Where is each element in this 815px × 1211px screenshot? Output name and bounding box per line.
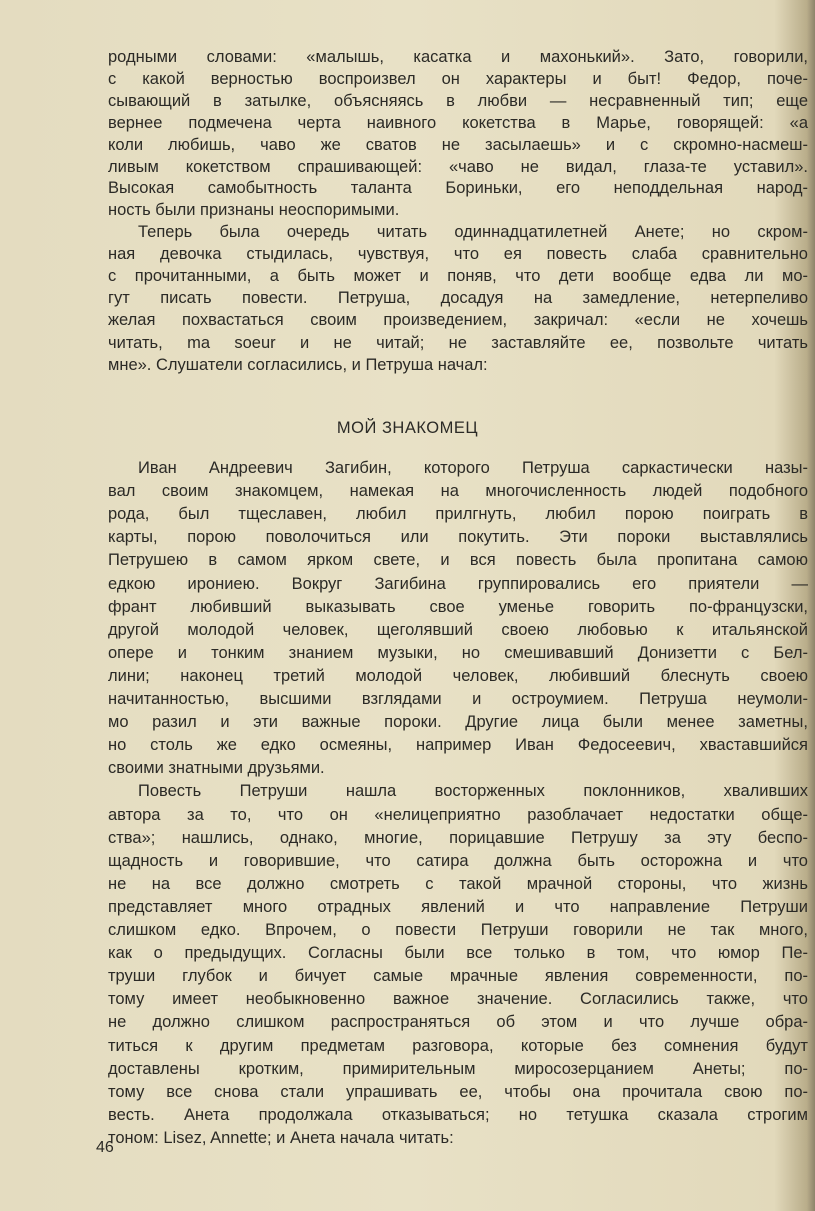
- text-line: Высокая самобытность таланта Бориньки, его неподдельная народ-: [108, 179, 808, 198]
- text-line: начитанностью, высшими взглядами и остроумием. Петруша неумоли-: [108, 690, 808, 708]
- text-line: ность были признаны неоспоримыми.: [108, 201, 400, 220]
- text-line: тоном: Lisez, Annette; и Анета начала читать:: [108, 1128, 454, 1147]
- text-line: читать, ma soeur и не читай; не заставляйте ее, позвольте читать: [108, 333, 808, 352]
- text-line: Иван Андреевич Загибин, которого Петруша саркастически назы-: [138, 459, 808, 477]
- text-line: представляет много отрадных явлений и что направление Петруши: [108, 897, 808, 916]
- text-line: Петрушею в самом ярком свете, и вся повесть была пропитана самою: [108, 551, 808, 570]
- text-line: весть. Анета продолжала отказываться; но тетушка сказала строгим: [108, 1105, 808, 1124]
- text-line: автора за то, что он «нелицеприятно разоблачает недостатки обще-: [108, 805, 808, 824]
- text-line: доставлены кротким, примирительным миросозерцанием Анеты; по-: [108, 1059, 808, 1078]
- text-line: своими знатными друзьями.: [108, 759, 325, 778]
- text-line: опере и тонким знанием музыки, но смешивавший Донизетти с Бел-: [108, 643, 808, 662]
- text-line: вал своим знакомцем, намекая на многочисленность людей подобного: [108, 482, 808, 501]
- page-number: 46: [96, 1139, 114, 1156]
- text-line: желая похвастаться своим произведением, закричал: «если не хочешь: [108, 311, 808, 330]
- text-line: но столь же едко осмеяны, например Иван Федосеевич, хваставшийся: [108, 736, 808, 755]
- text-line: франт любивший выказывать свое уменье говорить по-французски,: [108, 597, 808, 616]
- text-line: лини; наконец третий молодой человек, любивший блеснуть своею: [108, 666, 808, 685]
- text-line: слишком едко. Впрочем, о повести Петруши говорили не так много,: [108, 921, 808, 939]
- text-line: тому имеет необыкновенно важное значение. Согласились также, что: [108, 990, 808, 1009]
- text-line: мне». Слушатели согласились, и Петруша начал:: [108, 355, 488, 374]
- text-line: как о предыдущих. Согласны были все только в том, что юмор Пе-: [108, 944, 808, 963]
- text-line: мо разил и эти важные пороки. Другие лица были менее заметны,: [108, 713, 808, 732]
- text-line: едкою ирониею. Вокруг Загибина группировались его приятели —: [108, 574, 808, 593]
- text-line: не на все должно смотреть с такой мрачной стороны, что жизнь: [108, 874, 808, 893]
- text-line: ная девочка стыдилась, чувствуя, что ея повесть слаба сравнительно: [108, 245, 808, 264]
- text-line: щадность и говорившие, что сатира должна быть осторожна и что: [108, 851, 808, 870]
- text-line: с прочитанными, а быть может и поняв, что дети вообще едва ли мо-: [108, 267, 808, 286]
- text-line: гут писать повести. Петруша, досадуя на замедление, нетерпеливо: [108, 289, 808, 308]
- text-line: Повесть Петруши нашла восторженных поклонников, хваливших: [138, 782, 808, 801]
- text-line: ства»; нашлись, однако, многие, порицавшие Петрушу за эту беспо-: [108, 828, 808, 847]
- chapter-heading: МОЙ ЗНАКОМЕЦ: [336, 419, 479, 437]
- text-line: с какой верностью воспроизвел он характеры и быт! Федор, поче-: [108, 69, 808, 88]
- text-line: труши глубок и бичует самые мрачные явления современности, по-: [108, 967, 808, 986]
- text-line: рода, был тщеславен, любил прилгнуть, любил порою поиграть в: [108, 505, 808, 524]
- text-line: ливым кокетством спрашивающей: «чаво не видал, глаза-те уставил».: [108, 157, 808, 176]
- text-line: Теперь была очередь читать одиннадцатилетней Анете; но скром-: [138, 223, 808, 241]
- text-line: сывающий в затылке, объясняясь в любви — несравненный тип; еще: [108, 91, 808, 110]
- text-line: не должно слишком распространяться об этом и что лучше обра-: [108, 1013, 808, 1032]
- text-line: титься к другим предметам разговора, которые без сомнения будут: [108, 1036, 808, 1055]
- text-line: карты, порою поволочиться или покутить. Эти пороки выставлялись: [108, 528, 808, 547]
- text-line: коли любишь, чаво же сватов не засылаешь» и с скромно-насмеш-: [108, 135, 808, 154]
- text-line: другой молодой человек, щеголявший своею любовью к итальянской: [108, 620, 808, 639]
- text-line: тому все снова стали упрашивать ее, чтобы она прочитала свою по-: [108, 1082, 808, 1101]
- text-line: вернее подмечена черта наивного кокетства в Марье, говорящей: «а: [108, 113, 808, 132]
- text-line: родными словами: «малышь, касатка и махонький». Зато, говорили,: [108, 48, 808, 66]
